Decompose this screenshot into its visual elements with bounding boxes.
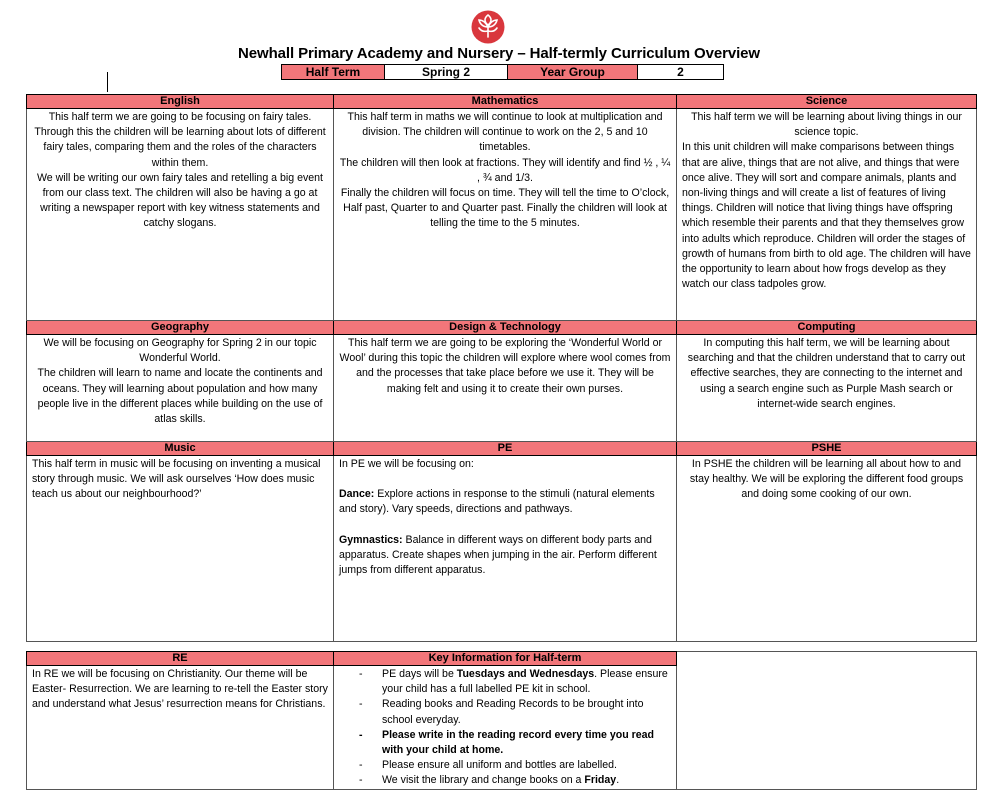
geography-text: We will be focusing on Geography for Spring 2 in our topic Wonderful World. The children will learn to name and locate the continents and oceans. They will learning about population and how many people live in the different places while building on the use of atlas skills. [27,335,334,442]
english-text: This half term we are going to be focusing on fairy tales. Through this the children will be learning about lots of different fairy tales, comparing them and the roles of the characters within them. We will be writing our own fairy tales and retelling a big event from our class text. The children will also be having a go at writing a newspaper report with key witness statements and catchy slogans. [27,109,334,321]
key-info-heading: Key Information for Half-term [334,652,677,666]
pe-heading: PE [334,442,677,456]
music-heading: Music [27,442,334,456]
empty-cell [677,652,977,790]
pshe-heading: PSHE [677,442,977,456]
stray-line-mark [107,72,108,92]
re-text: In RE we will be focusing on Christianity. Our theme will be Easter- Resurrection. We are learning to re-tell the Easter story and understand what Jesus’ resurrection means for Christians. [27,666,334,790]
term-info-table [281,64,724,80]
pe-text: In PE we will be focusing on: Dance: Explore actions in response to the stimuli (natural elements and story). Vary speeds, directions and pathways. Gymnastics: Balance in different ways on different body parts and apparatus. Create shapes when jumping in the air. Perform different jumps from different apparatus. [334,456,677,642]
list-item: - We visit the library and change books on a Friday. [339,773,671,788]
gymnastics-label: Gymnastics: [339,533,403,546]
computing-text: In computing this half term, we will be learning about searching and that the children understand that to carry out effective searches, they are connecting to the internet and using a search engine such as Purple Mash search or internet-wide search engines. [677,335,977,442]
year-group-value: 2 [638,65,724,80]
re-heading: RE [27,652,334,666]
list-item: - Reading books and Reading Records to be brought into school everyday. [339,697,671,727]
english-heading: English [27,95,334,109]
key-info-list [334,666,677,790]
geography-heading: Geography [27,321,334,335]
science-heading: Science [677,95,977,109]
dance-label: Dance: [339,488,375,501]
pshe-text: In PSHE the children will be learning all about how to and stay healthy. We will be exploring the different food groups and doing some cooking of our own. [677,456,977,642]
page-title: Newhall Primary Academy and Nursery – Half-termly Curriculum Overview [238,45,760,62]
year-group-label: Year Group [508,65,638,80]
half-term-value: Spring 2 [385,65,508,80]
curriculum-grid [26,94,977,642]
school-crest-flower-icon [471,10,505,44]
key-info-grid [26,651,977,790]
maths-heading: Mathematics [334,95,677,109]
music-text: This half term in music will be focusing on inventing a musical story through music. We will ask ourselves ‘How does music teach us about our neighbourhood?’ [27,456,334,642]
dt-heading: Design & Technology [334,321,677,335]
list-item: - Please ensure all uniform and bottles are labelled. [339,758,671,773]
science-text: This half term we will be learning about living things in our science topic. In this unit children will make comparisons between things that are alive, things that are not alive, and things that were once alive. They will sort and compare animals, plants and non-living things and will create a list of features of living things. Children will notice that living things have offspring which resemble their parents and that they themselves grow into adults which reproduce. Children will order the stages of growth of humans from birth to old age. The children will have the opportunity to learn about how frogs develop as they watch our class tadpoles grow. [677,109,977,321]
list-item: - Please write in the reading record every time you read with your child at home. [339,728,671,758]
dt-text: This half term we are going to be exploring the ‘Wonderful World or Wool’ during this topic the children will explore where wool comes from and the processes that take place before we use it. They will be making felt and using it to create their own purses. [334,335,677,442]
computing-heading: Computing [677,321,977,335]
maths-text: This half term in maths we will continue to look at multiplication and division. The children will continue to work on the 2, 5 and 10 timetables. The children will then look at fractions. They will identify and find ½ , ¼ , ¾ and 1/3. Finally the children will focus on time. They will tell the time to O’clock, Half past, Quarter to and Quarter past. Finally the children will look at telling the time to the 5 minutes. [334,109,677,321]
half-term-label: Half Term [282,65,385,80]
list-item: - PE days will be Tuesdays and Wednesdays. Please ensure your child has a full labelled PE kit in school. [339,667,671,697]
